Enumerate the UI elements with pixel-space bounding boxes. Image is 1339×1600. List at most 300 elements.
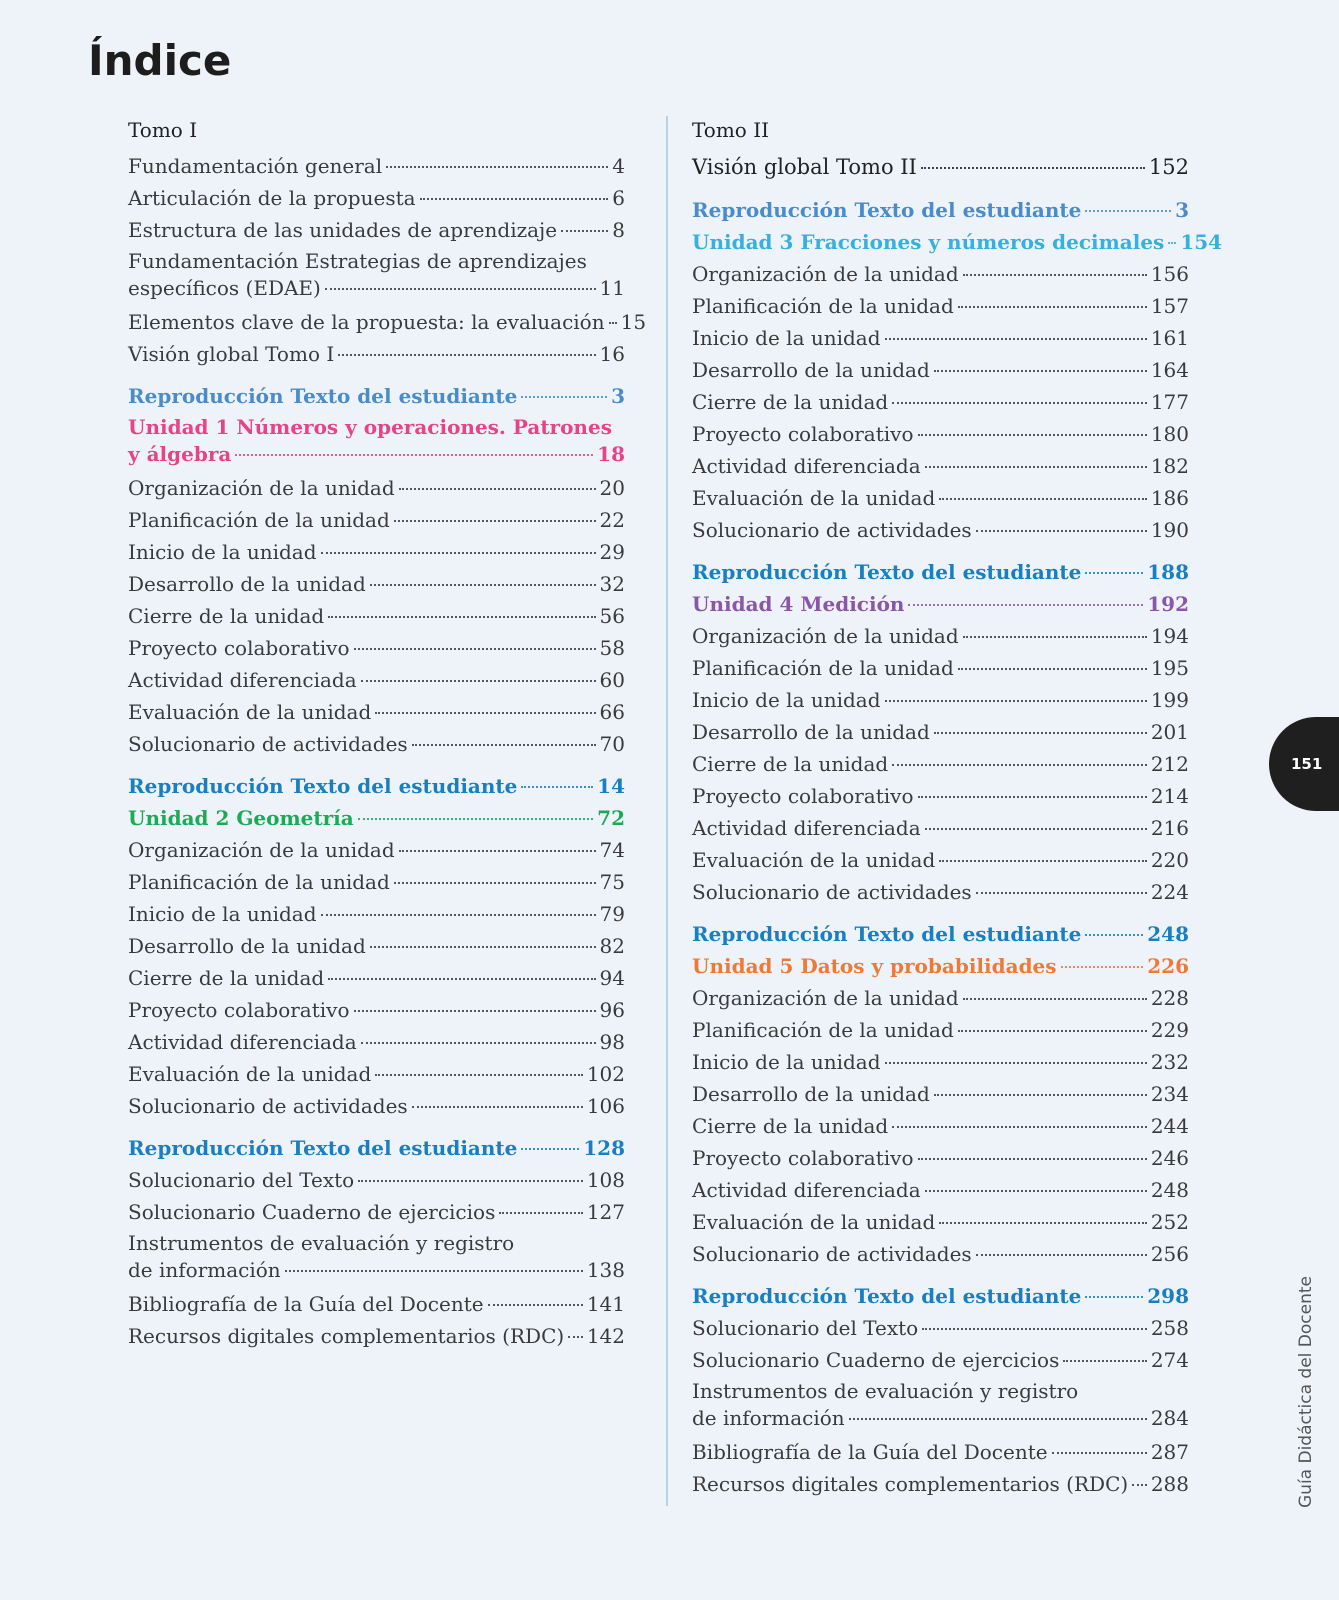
- dot-leader: [885, 1062, 1147, 1064]
- dot-leader: [521, 396, 607, 398]
- toc-entry-label: Desarrollo de la unidad: [128, 934, 366, 958]
- dot-leader: [958, 306, 1147, 308]
- toc-entry-page: 256: [1150, 1242, 1189, 1266]
- toc-entry-page: 192: [1147, 592, 1189, 616]
- toc-entry-label: Inicio de la unidad: [692, 326, 881, 350]
- toc-entry-label: Planificación de la unidad: [692, 294, 954, 318]
- toc-entry-page: 154: [1180, 230, 1223, 254]
- toc-entry-page: 224: [1150, 880, 1189, 904]
- toc-entry-page: 216: [1150, 816, 1189, 840]
- toc-entry-label: Solucionario de actividades: [692, 880, 972, 904]
- toc-entry[interactable]: [692, 652, 1189, 684]
- toc-entry-label: Visión global Tomo II: [692, 155, 917, 179]
- toc-entry[interactable]: [128, 664, 625, 696]
- toc-entry-page: 29: [599, 540, 625, 564]
- toc-entry-label: Planificación de la unidad: [128, 870, 390, 894]
- page-title: Índice: [88, 36, 232, 85]
- dot-leader: [412, 1106, 583, 1108]
- toc-entry[interactable]: [692, 514, 1189, 546]
- dot-leader: [849, 1418, 1147, 1420]
- toc-entry[interactable]: [692, 1110, 1189, 1142]
- toc-entry-label: Organización de la unidad: [692, 986, 959, 1010]
- toc-entry[interactable]: [692, 386, 1189, 418]
- toc-entry-label: Unidad 5 Datos y probabilidades: [692, 954, 1057, 978]
- toc-entry-page: 138: [586, 1258, 625, 1282]
- toc-entry[interactable]: [692, 1468, 1189, 1500]
- toc-entry-label: Organización de la unidad: [128, 476, 395, 500]
- toc-entry-page: 157: [1150, 294, 1189, 318]
- dot-leader: [1085, 1296, 1143, 1298]
- toc-entry-label: Desarrollo de la unidad: [128, 572, 366, 596]
- dot-leader: [499, 1212, 582, 1214]
- dot-leader: [925, 466, 1147, 468]
- toc-entry-page: 298: [1147, 1284, 1189, 1308]
- toc-entry-label: Reproducción Texto del estudiante: [128, 384, 518, 408]
- toc-entry-label: Articulación de la propuesta: [128, 186, 416, 210]
- toc-entry-page: 177: [1150, 390, 1189, 414]
- dot-leader: [963, 274, 1147, 276]
- toc-entry[interactable]: [128, 1090, 625, 1122]
- toc-entry-label: Evaluación de la unidad: [692, 848, 936, 872]
- toc-entry-page: 228: [1150, 986, 1189, 1010]
- toc-entry-label: Proyecto colaborativo: [128, 636, 350, 660]
- dot-leader: [1085, 210, 1171, 212]
- toc-entry[interactable]: [128, 898, 625, 930]
- dot-leader: [521, 1148, 579, 1150]
- dot-leader: [934, 370, 1147, 372]
- toc-entry-label: Reproducción Texto del estudiante: [692, 560, 1082, 584]
- toc-entry[interactable]: [128, 536, 625, 568]
- toc-entry-label: Desarrollo de la unidad: [692, 720, 930, 744]
- tomo-heading: Tomo II: [692, 118, 769, 142]
- toc-entry-label: Instrumentos de evaluación y registro: [692, 1379, 1079, 1403]
- toc-entry-label: Organización de la unidad: [692, 262, 959, 286]
- dot-leader: [976, 892, 1147, 894]
- dot-leader: [412, 744, 596, 746]
- dot-leader: [892, 764, 1147, 766]
- toc-entry-label: Desarrollo de la unidad: [692, 1082, 930, 1106]
- toc-entry-page: 234: [1150, 1082, 1189, 1106]
- toc-entry-page: 3: [611, 384, 625, 408]
- toc-entry-label: Proyecto colaborativo: [692, 784, 914, 808]
- toc-entry-label: Solucionario de actividades: [128, 732, 408, 756]
- toc-entry[interactable]: [692, 258, 1189, 290]
- dot-leader: [922, 1328, 1147, 1330]
- dot-leader: [375, 712, 595, 714]
- toc-entry-label: Unidad 4 Medición: [692, 592, 905, 616]
- dot-leader: [918, 796, 1147, 798]
- dot-leader: [321, 914, 596, 916]
- toc-entry[interactable]: [692, 684, 1189, 716]
- toc-unit-3[interactable]: [692, 226, 1223, 258]
- toc-entry-label: Cierre de la unidad: [692, 752, 889, 776]
- toc-unit-2[interactable]: [128, 802, 625, 834]
- toc-entry-page: 128: [583, 1136, 625, 1160]
- toc-entry[interactable]: [128, 246, 625, 306]
- toc-entry-label: Inicio de la unidad: [692, 1050, 881, 1074]
- toc-entry-label: Desarrollo de la unidad: [692, 358, 930, 382]
- toc-unit-1[interactable]: [128, 412, 625, 472]
- toc-entry[interactable]: [128, 1026, 625, 1058]
- dot-leader: [885, 700, 1147, 702]
- toc-entry[interactable]: [692, 1376, 1189, 1436]
- toc-entry[interactable]: [128, 834, 625, 866]
- toc-entry[interactable]: [692, 1312, 1189, 1344]
- toc-entry-label: Proyecto colaborativo: [692, 422, 914, 446]
- toc-entry[interactable]: [128, 338, 625, 370]
- dot-leader: [1085, 934, 1143, 936]
- toc-entry-label: Cierre de la unidad: [692, 390, 889, 414]
- toc-section-reproduccion[interactable]: [128, 770, 625, 802]
- tomo-heading: Tomo I: [128, 118, 198, 142]
- toc-entry-label: Organización de la unidad: [692, 624, 959, 648]
- toc-entry[interactable]: [692, 418, 1189, 450]
- dot-leader: [386, 166, 608, 168]
- toc-column-tomo-2: [692, 110, 1223, 1500]
- toc-entry-page: 127: [586, 1200, 625, 1224]
- dot-leader: [1085, 572, 1143, 574]
- toc-entry[interactable]: [128, 568, 625, 600]
- dot-leader: [1061, 966, 1144, 968]
- toc-entry-page: 22: [599, 508, 625, 532]
- toc-entry[interactable]: [128, 1320, 625, 1352]
- dot-leader: [609, 322, 617, 324]
- toc-entry-label-cont: de información: [692, 1406, 845, 1430]
- toc-entry[interactable]: [692, 844, 1189, 876]
- dot-leader: [963, 998, 1147, 1000]
- toc-entry-page: 161: [1150, 326, 1189, 350]
- toc-entry-label: Solucionario de actividades: [692, 518, 972, 542]
- toc-entry[interactable]: [128, 930, 625, 962]
- toc-entry-label: Actividad diferenciada: [128, 668, 357, 692]
- toc-entry-label: Planificación de la unidad: [692, 656, 954, 680]
- dot-leader: [521, 786, 593, 788]
- dot-leader: [921, 167, 1145, 169]
- toc-entry-label: Bibliografía de la Guía del Docente: [692, 1440, 1048, 1464]
- toc-entry[interactable]: [692, 290, 1189, 322]
- toc-entry-page: 246: [1150, 1146, 1189, 1170]
- toc-entry[interactable]: [128, 214, 625, 246]
- toc-entry-label: Instrumentos de evaluación y registro: [128, 1231, 515, 1255]
- toc-entry[interactable]: [128, 306, 647, 338]
- toc-entry[interactable]: [692, 716, 1189, 748]
- dot-leader: [285, 1270, 583, 1272]
- toc-entry-page: 226: [1147, 954, 1189, 978]
- toc-entry-page: 212: [1150, 752, 1189, 776]
- toc-entry-page: 284: [1150, 1406, 1189, 1430]
- dot-leader: [963, 636, 1147, 638]
- toc-entry-label: Planificación de la unidad: [692, 1018, 954, 1042]
- toc-entry-page: 75: [599, 870, 625, 894]
- toc-entry-page: 32: [599, 572, 625, 596]
- toc-entry-label: Cierre de la unidad: [128, 966, 325, 990]
- toc-entry[interactable]: [128, 1058, 625, 1090]
- dot-leader: [939, 498, 1147, 500]
- toc-entry-page: 8: [612, 218, 625, 242]
- toc-entry[interactable]: [692, 780, 1189, 812]
- toc-entry-label: Actividad diferenciada: [692, 1178, 921, 1202]
- toc-entry-page: 11: [599, 276, 625, 300]
- toc-entry-label: Bibliografía de la Guía del Docente: [128, 1292, 484, 1316]
- toc-entry[interactable]: [692, 450, 1189, 482]
- toc-entry[interactable]: [692, 482, 1189, 514]
- toc-entry[interactable]: [692, 1344, 1189, 1376]
- toc-entry-page: 186: [1150, 486, 1189, 510]
- toc-entry[interactable]: [692, 1238, 1189, 1270]
- page-number-tab: [1269, 717, 1339, 811]
- toc-entry-label: Reproducción Texto del estudiante: [128, 774, 518, 798]
- dot-leader: [892, 402, 1147, 404]
- toc-entry[interactable]: [692, 1142, 1189, 1174]
- toc-entry-label: Elementos clave de la propuesta: la evaluación: [128, 310, 605, 334]
- toc-entry-page: 60: [599, 668, 625, 692]
- toc-entry-label: Fundamentación Estrategias de aprendizajes: [128, 249, 587, 273]
- dot-leader: [321, 552, 596, 554]
- dot-leader: [885, 338, 1147, 340]
- toc-entry-page: 156: [1150, 262, 1189, 286]
- toc-entry-label: Solucionario de actividades: [128, 1094, 408, 1118]
- toc-entry-page: 258: [1150, 1316, 1189, 1340]
- toc-column-tomo-1: [128, 110, 647, 1352]
- toc-entry[interactable]: [692, 620, 1189, 652]
- dot-leader: [976, 1254, 1147, 1256]
- guide-title-vertical: Guía Didáctica del Docente: [1296, 1276, 1316, 1508]
- toc-entry-label: Solucionario del Texto: [692, 1316, 919, 1340]
- toc-entry-page: 3: [1175, 198, 1189, 222]
- dot-leader: [328, 978, 595, 980]
- toc-entry[interactable]: [128, 1196, 625, 1228]
- toc-entry-label: Unidad 1 Números y operaciones. Patrones: [128, 415, 612, 439]
- toc-section-reproduccion[interactable]: [692, 556, 1189, 588]
- toc-entry-page: 66: [599, 700, 625, 724]
- toc-entry-label: Fundamentación general: [128, 154, 383, 178]
- toc-entry-label: Reproducción Texto del estudiante: [692, 1284, 1082, 1308]
- dot-leader: [568, 1336, 583, 1338]
- toc-entry-label: Cierre de la unidad: [128, 604, 325, 628]
- toc-entry[interactable]: [692, 876, 1189, 908]
- toc-entry[interactable]: [128, 504, 625, 536]
- toc-entry-page: 106: [586, 1094, 625, 1118]
- toc-entry-page: 248: [1147, 922, 1189, 946]
- toc-entry-label: Inicio de la unidad: [128, 902, 317, 926]
- toc-entry[interactable]: [128, 728, 625, 760]
- toc-entry[interactable]: [128, 696, 625, 728]
- dot-leader: [394, 520, 596, 522]
- toc-entry-page: 164: [1150, 358, 1189, 382]
- toc-entry-page: 6: [612, 186, 625, 210]
- toc-entry-label: Proyecto colaborativo: [128, 998, 350, 1022]
- toc-entry-page: 108: [586, 1168, 625, 1192]
- toc-entry-page: 252: [1150, 1210, 1189, 1234]
- dot-leader: [325, 288, 596, 290]
- dot-leader: [918, 1158, 1147, 1160]
- toc-section-reproduccion[interactable]: [692, 194, 1189, 226]
- toc-entry[interactable]: [692, 1206, 1189, 1238]
- toc-entry[interactable]: [692, 1078, 1189, 1110]
- toc-entry[interactable]: [692, 150, 1189, 184]
- dot-leader: [934, 732, 1147, 734]
- dot-leader: [892, 1126, 1147, 1128]
- toc-entry-label: Reproducción Texto del estudiante: [128, 1136, 518, 1160]
- toc-entry-page: 274: [1150, 1348, 1189, 1372]
- toc-entry-label: Evaluación de la unidad: [128, 700, 372, 724]
- toc-entry[interactable]: [128, 182, 625, 214]
- dot-leader: [918, 434, 1147, 436]
- toc-entry-page: 194: [1150, 624, 1189, 648]
- toc-entry-page: 70: [599, 732, 625, 756]
- toc-entry-label: Reproducción Texto del estudiante: [692, 922, 1082, 946]
- dot-leader: [908, 604, 1143, 606]
- toc-entry[interactable]: [692, 812, 1189, 844]
- toc-entry-page: 15: [620, 310, 647, 334]
- toc-entry[interactable]: [692, 1174, 1189, 1206]
- toc-entry-label: Estructura de las unidades de aprendizaje: [128, 218, 558, 242]
- toc-entry-page: 102: [586, 1062, 625, 1086]
- toc-entry-page: 195: [1150, 656, 1189, 680]
- dot-leader: [361, 680, 596, 682]
- toc-entry-page: 214: [1150, 784, 1189, 808]
- toc-entry-page: 199: [1150, 688, 1189, 712]
- toc-entry-label: Evaluación de la unidad: [692, 1210, 936, 1234]
- dot-leader: [394, 882, 596, 884]
- toc-entry-page: 72: [597, 806, 625, 830]
- dot-leader: [354, 648, 596, 650]
- toc-entry-page: 220: [1150, 848, 1189, 872]
- toc-entry-label: Inicio de la unidad: [692, 688, 881, 712]
- toc-entry[interactable]: [128, 150, 625, 182]
- toc-entry-label-cont: y álgebra: [128, 442, 232, 466]
- toc-entry[interactable]: [128, 1228, 625, 1288]
- toc-entry[interactable]: [692, 354, 1189, 386]
- toc-entry-label: Solucionario de actividades: [692, 1242, 972, 1266]
- dot-leader: [370, 946, 596, 948]
- dot-leader: [1168, 242, 1176, 244]
- toc-entry-label: Visión global Tomo I: [128, 342, 335, 366]
- toc-entry-page: 4: [612, 154, 625, 178]
- toc-section-reproduccion[interactable]: [692, 918, 1189, 950]
- dot-leader: [358, 818, 593, 820]
- toc-entry-page: 56: [599, 604, 625, 628]
- dot-leader: [399, 488, 596, 490]
- toc-entry[interactable]: [128, 866, 625, 898]
- page-number: 151: [1291, 755, 1323, 773]
- toc-entry-page: 94: [599, 966, 625, 990]
- toc-entry-label: Solucionario Cuaderno de ejercicios: [128, 1200, 496, 1224]
- toc-section-reproduccion[interactable]: [128, 1132, 625, 1164]
- toc-entry[interactable]: [128, 632, 625, 664]
- toc-entry-label: Evaluación de la unidad: [128, 1062, 372, 1086]
- toc-entry[interactable]: [692, 1046, 1189, 1078]
- dot-leader: [1132, 1484, 1147, 1486]
- toc-entry-page: 18: [597, 442, 625, 466]
- toc-entry-label: Proyecto colaborativo: [692, 1146, 914, 1170]
- dot-leader: [361, 1042, 596, 1044]
- dot-leader: [328, 616, 595, 618]
- dot-leader: [925, 828, 1147, 830]
- toc-entry[interactable]: [692, 1436, 1189, 1468]
- toc-entry-label: Organización de la unidad: [128, 838, 395, 862]
- dot-leader: [958, 668, 1147, 670]
- dot-leader: [370, 584, 596, 586]
- toc-section-reproduccion[interactable]: [692, 1280, 1189, 1312]
- dot-leader: [976, 530, 1147, 532]
- toc-entry-page: 79: [599, 902, 625, 926]
- toc-entry-label: Solucionario Cuaderno de ejercicios: [692, 1348, 1060, 1372]
- dot-leader: [338, 354, 595, 356]
- toc-entry-page: 98: [599, 1030, 625, 1054]
- dot-leader: [561, 230, 608, 232]
- dot-leader: [354, 1010, 596, 1012]
- toc-entry-page: 152: [1148, 155, 1189, 179]
- toc-unit-4[interactable]: [692, 588, 1189, 620]
- dot-leader: [235, 454, 593, 456]
- toc-entry-page: 244: [1150, 1114, 1189, 1138]
- toc-entry-page: 20: [599, 476, 625, 500]
- toc-entry-label: Evaluación de la unidad: [692, 486, 936, 510]
- toc-entry-label: Actividad diferenciada: [128, 1030, 357, 1054]
- toc-entry-label: Actividad diferenciada: [692, 454, 921, 478]
- toc-unit-5[interactable]: [692, 950, 1189, 982]
- toc-entry-label: Inicio de la unidad: [128, 540, 317, 564]
- toc-entry-label: Reproducción Texto del estudiante: [692, 198, 1082, 222]
- dot-leader: [1052, 1452, 1147, 1454]
- dot-leader: [399, 850, 596, 852]
- dot-leader: [958, 1030, 1147, 1032]
- toc-entry-label: Recursos digitales complementarios (RDC): [128, 1324, 565, 1348]
- dot-leader: [358, 1180, 583, 1182]
- toc-entry[interactable]: [128, 600, 625, 632]
- toc-entry-page: 180: [1150, 422, 1189, 446]
- toc-entry-page: 288: [1150, 1472, 1189, 1496]
- toc-entry-page: 14: [597, 774, 625, 798]
- dot-leader: [375, 1074, 583, 1076]
- dot-leader: [1063, 1360, 1146, 1362]
- dot-leader: [488, 1304, 583, 1306]
- dot-leader: [939, 1222, 1147, 1224]
- column-divider: [666, 116, 668, 1506]
- toc-entry-label: Cierre de la unidad: [692, 1114, 889, 1138]
- dot-leader: [939, 860, 1147, 862]
- toc-entry-label: Recursos digitales complementarios (RDC): [692, 1472, 1129, 1496]
- toc-entry-label-cont: específicos (EDAE): [128, 276, 321, 300]
- toc-entry-page: 248: [1150, 1178, 1189, 1202]
- toc-entry-label: Unidad 2 Geometría: [128, 806, 354, 830]
- toc-entry-page: 182: [1150, 454, 1189, 478]
- toc-entry[interactable]: [692, 322, 1189, 354]
- toc-entry-page: 96: [599, 998, 625, 1022]
- toc-entry-page: 58: [599, 636, 625, 660]
- toc-entry[interactable]: [128, 1288, 625, 1320]
- toc-entry[interactable]: [128, 472, 625, 504]
- toc-entry[interactable]: [128, 994, 625, 1026]
- toc-entry[interactable]: [128, 962, 625, 994]
- toc-entry-page: 142: [586, 1324, 625, 1348]
- toc-entry-label: Planificación de la unidad: [128, 508, 390, 532]
- toc-entry-label-cont: de información: [128, 1258, 281, 1282]
- toc-entry-page: 190: [1150, 518, 1189, 542]
- toc-entry-label: Unidad 3 Fracciones y números decimales: [692, 230, 1165, 254]
- toc-entry[interactable]: [692, 1014, 1189, 1046]
- toc-entry[interactable]: [692, 982, 1189, 1014]
- toc-entry-page: 201: [1150, 720, 1189, 744]
- toc-entry-page: 82: [599, 934, 625, 958]
- toc-entry[interactable]: [128, 1164, 625, 1196]
- toc-entry[interactable]: [692, 748, 1189, 780]
- toc-entry-label: Solucionario del Texto: [128, 1168, 355, 1192]
- toc-entry-page: 16: [599, 342, 625, 366]
- toc-entry-page: 188: [1147, 560, 1189, 584]
- toc-section-reproduccion[interactable]: [128, 380, 625, 412]
